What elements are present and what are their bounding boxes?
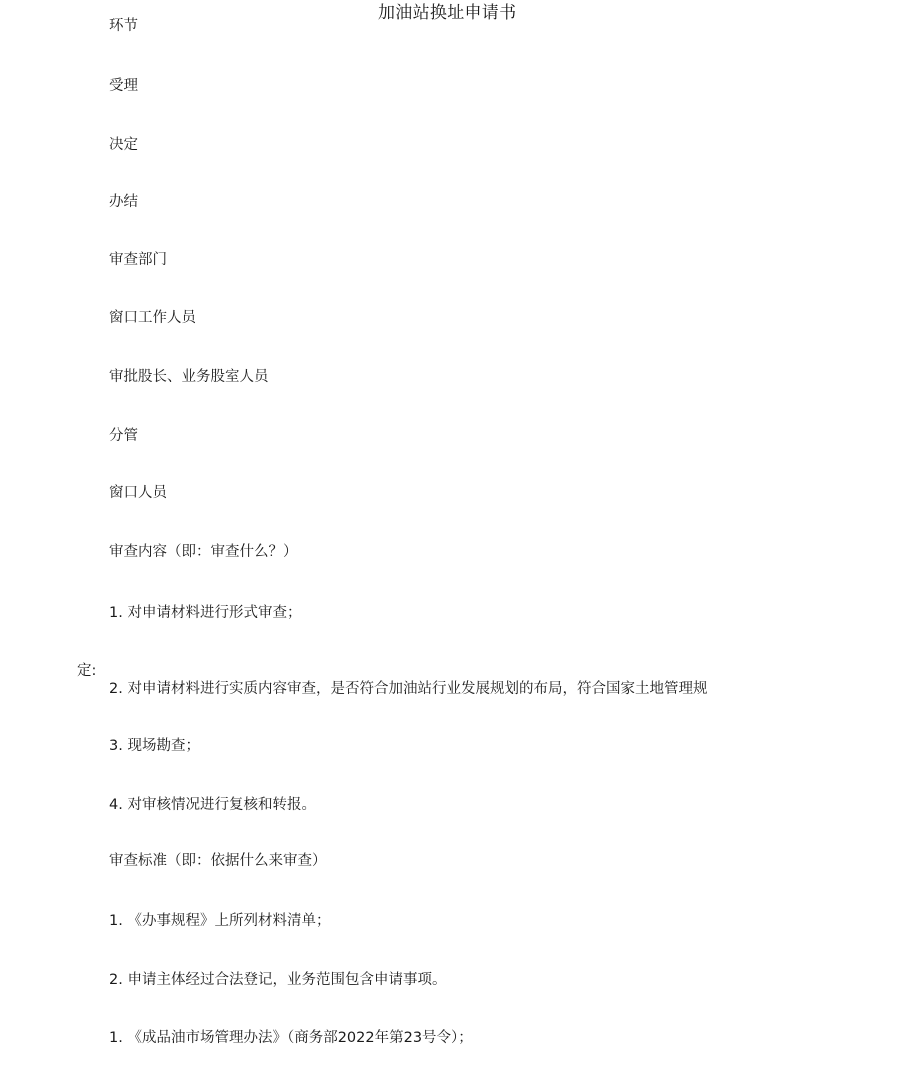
text-line: 受理 <box>109 78 138 94</box>
text-line: 分管 <box>109 428 138 444</box>
section-heading-review-content: 审查内容（即：审查什么？） <box>109 544 298 560</box>
text-line: 2. 申请主体经过合法登记，业务范围包含申请事项。 <box>109 972 447 988</box>
text-line: 审批股长、业务股室人员 <box>109 369 269 385</box>
text-line: 审查部门 <box>109 252 167 268</box>
page-title: 加油站换址申请书 <box>378 3 517 23</box>
text-line: 1. 《成品油市场管理办法》（商务部2022年第23号令）； <box>109 1030 473 1046</box>
text-line: 4. 对审核情况进行复核和转报。 <box>109 797 316 813</box>
text-line: 办结 <box>109 194 138 210</box>
text-line: 3. 现场勘查； <box>109 738 200 754</box>
text-line: 1. 《办事规程》上所列材料清单； <box>109 913 331 929</box>
text-line: 窗口人员 <box>109 485 167 501</box>
text-line: 决定 <box>109 137 138 153</box>
margin-note: 定: <box>77 663 97 679</box>
text-line: 1. 对申请材料进行形式审查； <box>109 605 302 621</box>
section-heading-review-standard: 审查标准（即：依据什么来审查） <box>109 853 327 869</box>
text-line: 窗口工作人员 <box>109 310 196 326</box>
text-line: 环节 <box>109 18 138 34</box>
text-line: 2. 对申请材料进行实质内容审查，是否符合加油站行业发展规划的布局，符合国家土地管理规 <box>109 681 708 697</box>
